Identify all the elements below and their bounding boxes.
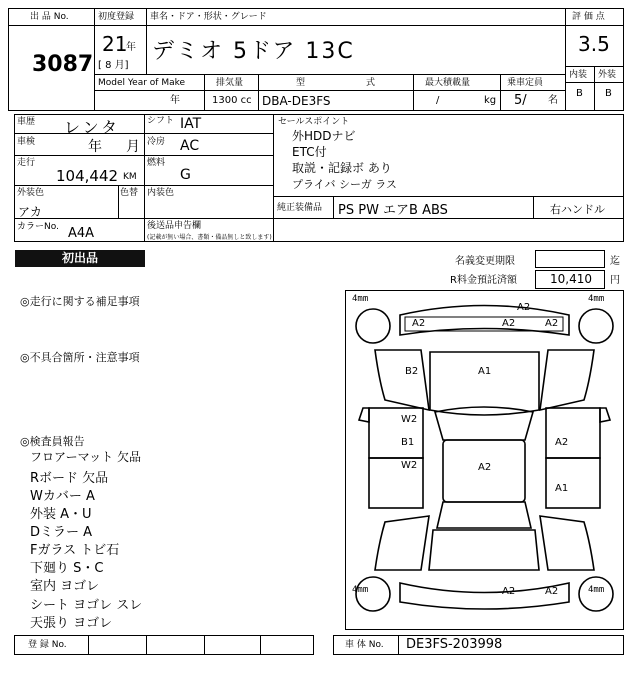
model-label-2: 式 — [366, 78, 376, 88]
docs-note: (記載が無い場合、書類・備品無しと致します) — [147, 234, 272, 241]
tire-tread-fr: 4mm — [588, 294, 605, 304]
inspector-item: Dミラー A — [30, 525, 93, 540]
reg-year: 21 — [102, 32, 128, 56]
exterior-grade: B — [605, 88, 612, 99]
inspection-month-unit: 月 — [126, 139, 140, 155]
equipment-label: 純正装備品 — [277, 203, 323, 213]
ac-label: 冷房 — [147, 137, 166, 147]
history-label: 車歴 — [17, 117, 36, 127]
damage-right-door-front: A2 — [555, 437, 569, 448]
score-label: 評 価 点 — [572, 12, 605, 22]
inspector-item: Rボード 欠品 — [30, 471, 109, 486]
car-name: デミオ 5ドア 13C — [152, 39, 355, 64]
inspector-item: Wカバー A — [30, 489, 95, 504]
capacity-unit: 名 — [548, 95, 558, 106]
shift-label: シフト — [147, 116, 175, 126]
recycle-label: R料金預託済額 — [450, 275, 517, 286]
sales-point-3: 取説・記録ボ あり — [292, 161, 392, 175]
interior-grade: B — [576, 88, 583, 99]
sales-points-label: セールスポイント — [278, 117, 350, 127]
model-year-unit: 年 — [170, 95, 180, 106]
inspector-item: 下廻り S・C — [30, 561, 104, 576]
damage-hood: A1 — [478, 366, 492, 377]
sales-point-4: プライバ シーガ ラス — [292, 178, 397, 191]
ext-color-label: 外装色 — [17, 188, 45, 198]
capacity-label: 乗車定員 — [507, 78, 544, 88]
first-reg-label: 初度登録 — [98, 12, 135, 22]
recycle-unit: 円 — [610, 275, 620, 286]
ac: AC — [180, 138, 200, 154]
damage-front-top: A2 — [517, 302, 531, 313]
mileage: 104,442 — [56, 167, 119, 185]
damage-front-right: A2 — [545, 318, 559, 329]
reg-year-unit: 年 — [126, 42, 136, 53]
tire-tread-fl: 4mm — [352, 294, 369, 304]
inspection-year-unit: 年 — [88, 139, 102, 155]
capacity: 5/ — [514, 93, 527, 108]
reg-no-label: 登 録 No. — [28, 640, 67, 650]
color-no-label: 色替 — [120, 188, 139, 198]
max-load-label: 最大積載量 — [425, 78, 471, 88]
sales-point-1: 外HDDナビ — [292, 129, 356, 143]
inspector-item: 室内 ヨゴレ — [30, 579, 100, 594]
chassis-no: DE3FS-203998 — [406, 637, 503, 652]
recycle-amount: 10,410 — [550, 272, 592, 286]
equipment-value: PS PW エアB ABS — [338, 203, 448, 218]
displacement: 1300 cc — [212, 95, 252, 106]
damage-left-door-front: B1 — [401, 437, 415, 448]
sales-point-2: ETC付 — [292, 145, 327, 159]
shift: IAT — [180, 116, 202, 132]
inspector-item: Fガラス トビ石 — [30, 543, 120, 558]
inspection-label: 車検 — [17, 137, 36, 147]
inspector-label: ◎検査員報告 — [20, 435, 85, 448]
int-color-label: 内装色 — [147, 188, 175, 198]
inspector-item: シート ヨゴレ スレ — [30, 598, 143, 613]
name-change-label: 名義変更期限 — [455, 256, 515, 267]
damage-left-door-rear-glass: W2 — [401, 460, 418, 471]
inspector-item: 外装 A・U — [30, 507, 92, 522]
docs-label: 後送品申告欄 — [147, 221, 202, 231]
tire-tread-rl: 4mm — [352, 585, 369, 595]
damage-front-center: A2 — [502, 318, 516, 329]
inspector-item: フロアーマット 欠品 — [30, 450, 141, 464]
car-diagram — [345, 290, 624, 630]
damage-left-door-front-glass: W2 — [401, 414, 418, 425]
defects-label: ◎不具合箇所・注意事項 — [20, 351, 140, 364]
damage-right-door-rear: A1 — [555, 483, 569, 494]
damage-rear-right: A2 — [545, 586, 559, 597]
lot-number: 3087 — [32, 52, 94, 77]
fuel: G — [180, 167, 191, 183]
name-change-box — [535, 250, 605, 268]
model-code: DBA-DE3FS — [262, 94, 331, 108]
first-listing-badge: 初出品 — [15, 250, 145, 267]
driving-notes-label: ◎走行に関する補足事項 — [20, 295, 140, 308]
steering: 右ハンドル — [550, 203, 605, 216]
color-code-label: カラーNo. — [17, 222, 59, 232]
fuel-label: 燃料 — [147, 158, 166, 168]
interior-label: 内装 — [569, 70, 588, 80]
chassis-label: 車 体 No. — [345, 640, 384, 650]
damage-roof: A2 — [478, 462, 492, 473]
max-load-unit: kg — [484, 95, 497, 106]
damage-left-fender: B2 — [405, 366, 419, 377]
damage-front-left: A2 — [412, 318, 426, 329]
inspector-item: 天張り ヨゴレ — [30, 616, 113, 631]
exterior-label: 外装 — [598, 70, 617, 80]
model-year-label: Model Year of Make — [98, 78, 186, 88]
max-load-sep: / — [436, 95, 440, 106]
mileage-unit: KM — [123, 172, 137, 182]
name-change-unit: 迄 — [610, 256, 620, 267]
damage-rear-left: A2 — [502, 586, 516, 597]
tire-tread-rr: 4mm — [588, 585, 605, 595]
ext-color: アカ — [18, 205, 42, 219]
lot-no-label: 出 品 No. — [30, 12, 69, 22]
car-name-label: 車名・ドア・形状・グレード — [150, 12, 267, 22]
reg-month: [ 8 月] — [98, 60, 129, 71]
history: レンタ — [64, 118, 120, 137]
model-label-1: 型 — [296, 78, 306, 88]
displacement-label: 排気量 — [216, 78, 244, 88]
mileage-label: 走行 — [17, 158, 36, 168]
score: 3.5 — [578, 32, 610, 56]
color-code: A4A — [68, 226, 95, 241]
